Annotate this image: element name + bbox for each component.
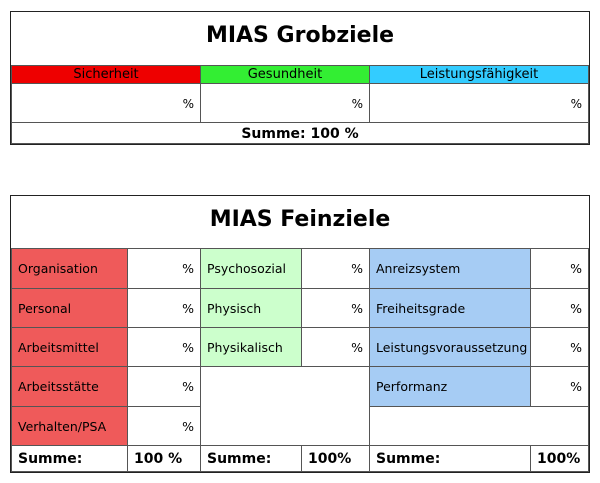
feinziel-col3-empty: [369, 406, 589, 446]
percent-sign: %: [570, 261, 582, 276]
summe-col3-value: [530, 445, 589, 472]
percent-sign: %: [351, 97, 363, 111]
percent-sign: %: [182, 261, 194, 276]
percent-sign: %: [570, 379, 582, 394]
feinziel-psychosozial-label: Psychosozial: [200, 248, 302, 289]
feinziel-leistungsvoraussetzung-percent[interactable]: [530, 327, 589, 367]
percent-sign: %: [182, 418, 194, 434]
percent-sign: %: [182, 97, 194, 111]
summe-value-text: 100%: [308, 450, 352, 467]
feinziel-arbeitsmittel-percent[interactable]: [127, 327, 201, 367]
header-leistungsfaehigkeit: Leistungsfähigkeit: [369, 65, 589, 84]
input-leistungsfaehigkeit-percent[interactable]: [369, 83, 589, 123]
feinziel-anreizsystem-percent[interactable]: [530, 248, 589, 289]
summe-value-text: 100%: [537, 450, 581, 467]
feinziel-anreizsystem-label: Anreizsystem: [369, 248, 531, 289]
feinziel-verhalten-psa-percent[interactable]: [127, 406, 201, 446]
summe-label-text: Summe:: [376, 450, 441, 467]
grobziele-summe: [11, 122, 589, 144]
feinziel-freiheitsgrade-label: Freiheitsgrade: [369, 288, 531, 328]
header-gesundheit: Gesundheit: [200, 65, 370, 84]
feinziel-organisation-percent[interactable]: [127, 248, 201, 289]
feinziel-organisation-label: Organisation: [11, 248, 128, 289]
feinziel-physisch-percent[interactable]: [301, 288, 370, 328]
feinziel-arbeitsstaette-label: Arbeitsstätte: [11, 366, 128, 407]
percent-sign: %: [182, 300, 194, 316]
summe-value-text: 100 %: [134, 450, 183, 467]
summe-label-text: Summe:: [207, 450, 272, 467]
input-sicherheit-percent[interactable]: [11, 83, 201, 123]
grobziele-summe-text: Summe: 100 %: [241, 126, 359, 142]
percent-sign: %: [570, 300, 582, 316]
feinziel-leistungsvoraussetzung-label: Leistungsvoraussetzung: [369, 327, 531, 367]
percent-sign: %: [351, 261, 363, 276]
feinziel-personal-percent[interactable]: [127, 288, 201, 328]
feinziel-performanz-label: Performanz: [369, 366, 531, 407]
feinziel-col2-empty: [200, 366, 370, 446]
feinziel-verhalten-psa-label: Verhalten/PSA: [11, 406, 128, 446]
percent-sign: %: [182, 379, 194, 394]
percent-sign: %: [351, 300, 363, 316]
feinziele-title: MIAS Feinziele: [209, 207, 391, 232]
summe-label-text: Summe:: [18, 450, 83, 467]
feinziel-psychosozial-percent[interactable]: [301, 248, 370, 289]
percent-sign: %: [351, 339, 363, 355]
feinziel-arbeitsstaette-percent[interactable]: [127, 366, 201, 407]
feinziel-performanz-percent[interactable]: [530, 366, 589, 407]
summe-col1-label: [11, 445, 128, 472]
input-gesundheit-percent[interactable]: [200, 83, 370, 123]
summe-col3-label: [369, 445, 531, 472]
grobziele-title: MIAS Grobziele: [205, 23, 395, 48]
feinziel-physisch-label: Physisch: [200, 288, 302, 328]
feinziel-physikalisch-label: Physikalisch: [200, 327, 302, 367]
summe-col2-label: [200, 445, 302, 472]
feinziel-physikalisch-percent[interactable]: [301, 327, 370, 367]
feinziel-freiheitsgrade-percent[interactable]: [530, 288, 589, 328]
percent-sign: %: [570, 339, 582, 355]
percent-sign: %: [570, 97, 582, 111]
feinziel-personal-label: Personal: [11, 288, 128, 328]
summe-col1-value: [127, 445, 201, 472]
summe-col2-value: [301, 445, 370, 472]
feinziel-arbeitsmittel-label: Arbeitsmittel: [11, 327, 128, 367]
header-sicherheit: Sicherheit: [11, 65, 201, 84]
percent-sign: %: [182, 339, 194, 355]
